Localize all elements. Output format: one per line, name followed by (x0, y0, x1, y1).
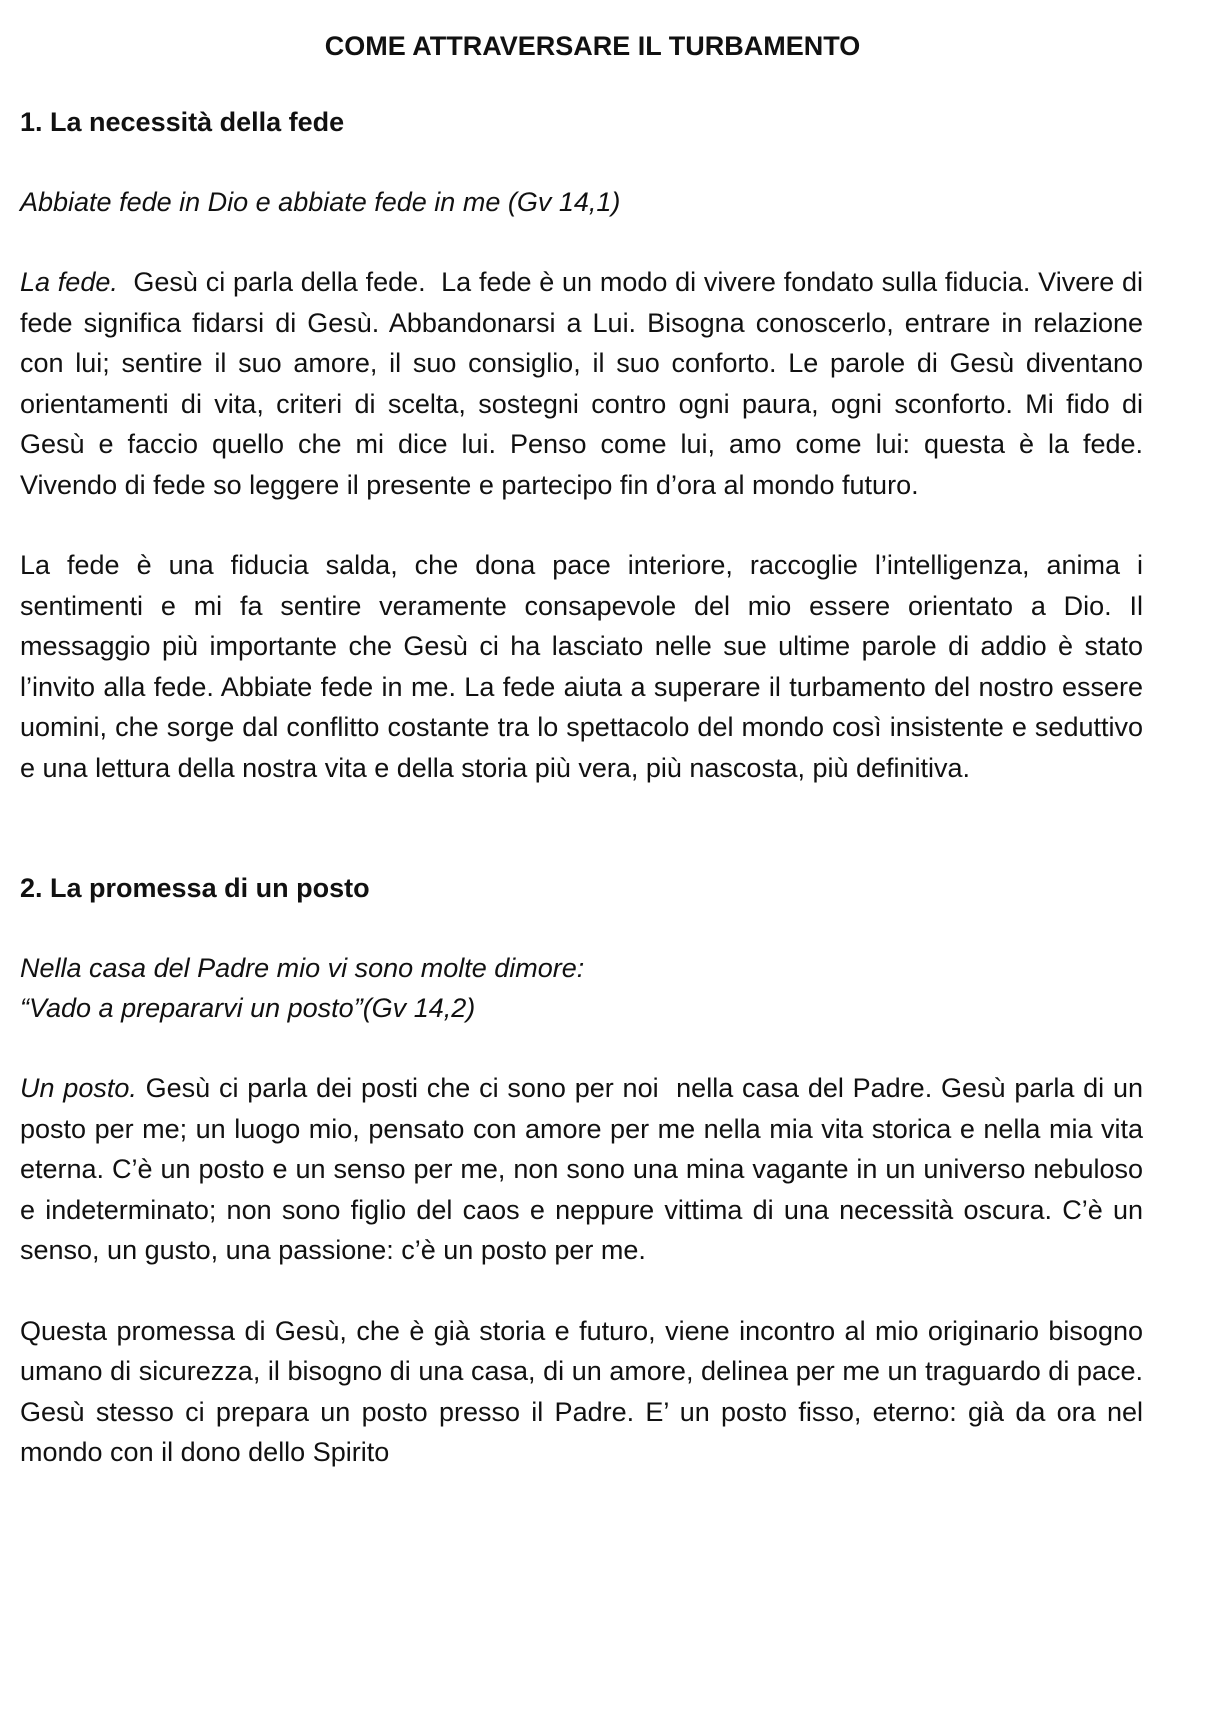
section-quote-2-line-2: “Vado a prepararvi un posto”(Gv 14,2) (20, 993, 476, 1023)
paragraph-text: Gesù ci parla dei posti che ci sono per noi nella casa del Padre. Gesù parla di un posto per me; un luogo mio, pensato con amore per me nella mia vita storica e nella mia vita eterna. C’è un posto e un senso per me, non sono una mina vagante in un universo nebuloso e indeterminato; non sono figlio del caos e neppure vittima di una necessità oscura. C’è un senso, un gusto, una passione: c’è un posto per me. (20, 1073, 1151, 1265)
document-page (0, 26, 1205, 1709)
paragraph-text: Gesù ci parla della fede. La fede è un modo di vivere fondato sulla fiducia. Vivere di fede significa fidarsi di Gesù. Abbandonarsi a Lui. Bisogna conoscerlo, entrare in relazione con lui; sentire il suo amore, il suo consiglio, il suo conforto. Le parole di Gesù diventano orientamenti di vita, criteri di scelta, sostegni contro ogni paura, ogni sconforto. Mi fido di Gesù e faccio quello che mi dice lui. Penso come lui, amo come lui: questa è la fede. Vivendo di fede so leggere il presente e partecipo fin d’ora al mondo futuro. (20, 267, 1159, 500)
paragraph-lead: Un posto. (20, 1073, 137, 1103)
paragraph-1-1 (20, 262, 1159, 505)
paragraph-1-2 (20, 545, 1143, 788)
document-title: COME ATTRAVERSARE IL TURBAMENTO (324, 31, 861, 61)
paragraph-2-2 (20, 1311, 1143, 1473)
section-heading-2: 2. La promessa di un posto (20, 873, 370, 903)
section-quote-1: Abbiate fede in Dio e abbiate fede in me (Gv 14,1) (20, 187, 621, 217)
paragraph-lead: La fede. (20, 267, 118, 297)
section-quote-2-line-1: Nella casa del Padre mio vi sono molte dimore: (20, 953, 585, 983)
paragraph-text: Questa promessa di Gesù, che è già storia e futuro, viene incontro al mio originario bisogno umano di sicurezza, il bisogno di una casa, di un amore, delinea per me un traguardo di pace. Gesù stesso ci prepara un posto presso il Padre. E’ un posto fisso, eterno: già da ora nel mondo con il dono dello Spirito (20, 1315, 1143, 1467)
section-heading-1: 1. La necessità della fede (20, 107, 345, 137)
paragraph-text: La fede è una fiducia salda, che dona pace interiore, raccoglie l’intelligenza, anima i sentimenti e mi fa sentire veramente consapevole del mio essere orientato a Dio. Il messaggio più importante che Gesù ci ha lasciato nelle sue ultime parole di addio è stato l’invito alla fede. Abbiate fede in me. La fede aiuta a superare il turbamento del nostro essere uomini, che sorge dal conflitto costante tra lo spettacolo del mondo così insistente e seduttivo e una lettura della nostra vita e della storia più vera, più nascosta, più definitiva. (20, 550, 1143, 783)
paragraph-2-1 (20, 1068, 1151, 1271)
